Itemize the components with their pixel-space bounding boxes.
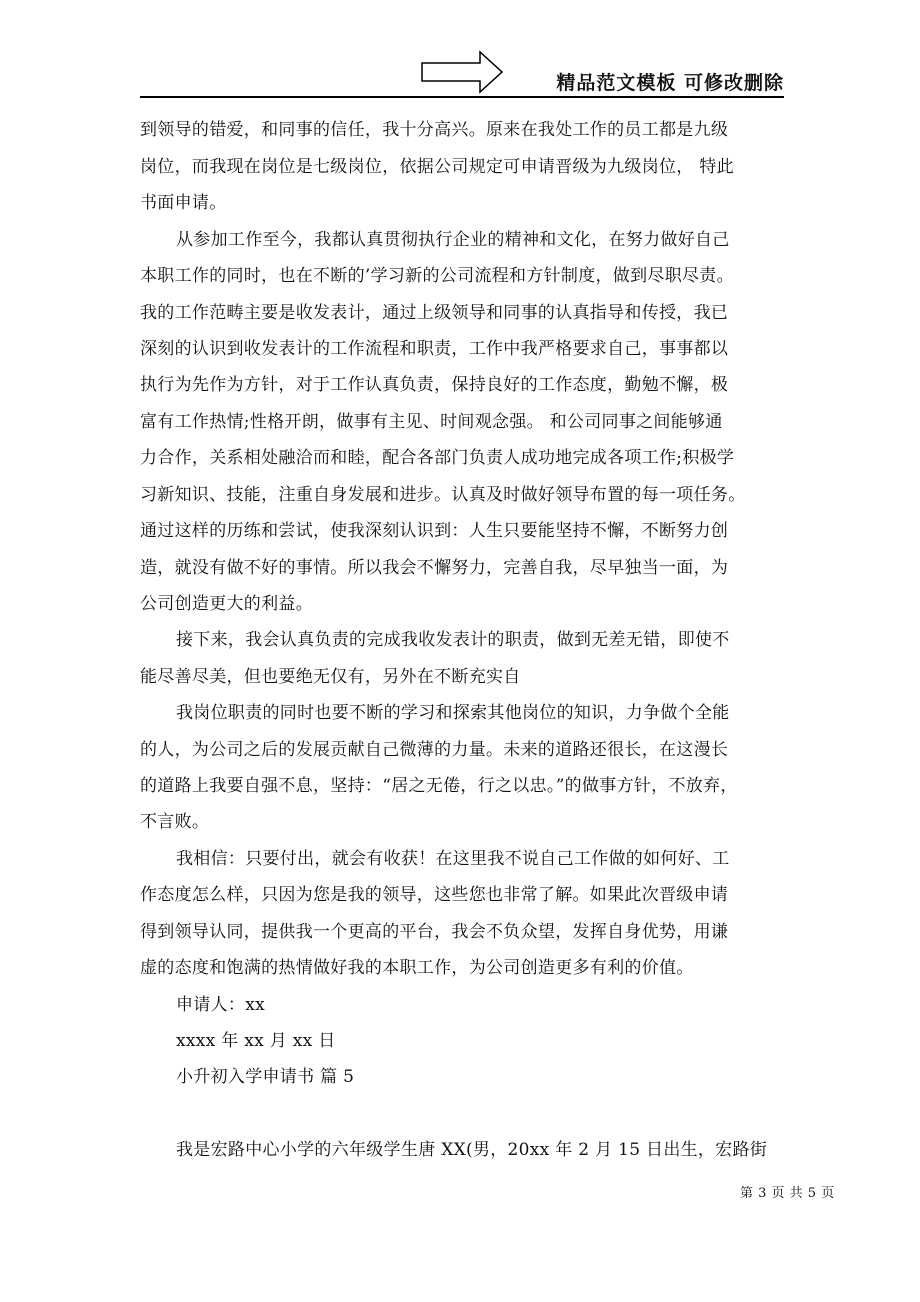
body-line: 公司创造更大的利益。 [140,594,313,614]
body-line: 我是宏路中心小学的六年级学生唐 XX(男，20xx 年 2 月 15 日出生，宏路街 [176,1140,768,1160]
body-line: 岗位，而我现在岗位是七级岗位，依据公司规定可申请晋级为九级岗位， 特此 [140,157,734,177]
body-line: 从参加工作至今，我都认真贯彻执行企业的精神和文化，在努力做好自己 [176,230,730,250]
arrow-right-icon [420,50,504,94]
body-line: 得到领导认同，提供我一个更高的平台，我会不负众望，发挥自身优势，用谦 [140,922,729,942]
body-line: 到领导的错爱，和同事的信任，我十分高兴。原来在我处工作的员工都是九级 [140,120,729,140]
body-line: 能尽善尽美，但也要绝无仅有，另外在不断充实自 [140,667,521,687]
body-line: 作态度怎么样，只因为您是我的领导，这些您也非常了解。如果此次晋级申请 [140,885,729,905]
body-line: 书面申请。 [140,193,227,213]
body-line: 的人，为公司之后的发展贡献自己微薄的力量。未来的道路还很长，在这漫长 [140,740,729,760]
body-line: 富有工作热情;性格开朗，做事有主见、时间观念强。 和公司同事之间能够通 [140,412,723,432]
body-line: 接下来，我会认真负责的完成我收发表计的职责，做到无差无错，即使不 [176,630,730,650]
page-header [140,50,784,98]
body-line: 我相信：只要付出，就会有收获！在这里我不说自己工作做的如何好、工 [176,849,730,869]
section-heading: 小升初入学申请书 篇 5 [176,1067,355,1087]
page-number: 第 3 页 共 5 页 [740,1186,835,1201]
body-line: 不言败。 [140,812,210,832]
body-line: 我岗位职责的同时也要不断的学习和探索其他岗位的知识，力争做个全能 [176,703,730,723]
date-line: xxxx 年 xx 月 xx 日 [176,1031,336,1051]
body-line: 本职工作的同时，也在不断的’学习新的公司流程和方针制度，做到尽职尽责。 [140,266,734,286]
body-line: 虚的态度和饱满的热情做好我的本职工作，为公司创造更多有利的价值。 [140,958,694,978]
applicant-line: 申请人：xx [176,995,265,1015]
body-line: 的道路上我要自强不息，坚持：“居之无倦，行之以忠。”的做事方针，不放弃， [140,776,738,796]
body-line: 执行为先作为方针，对于工作认真负责，保持良好的工作态度，勤勉不懈，极 [140,375,729,395]
header-title: 精品范文模板 可修改删除 [556,72,784,94]
body-line: 我的工作范畴主要是收发表计，通过上级领导和同事的认真指导和传授，我已 [140,303,729,323]
body-line: 力合作，关系相处融洽而和睦，配合各部门负责人成功地完成各项工作;积极学 [140,448,735,468]
body-line: 习新知识、技能，注重自身发展和进步。认真及时做好领导布置的每一项任务。 [140,485,746,505]
body-line: 造，就没有做不好的事情。所以我会不懈努力，完善自我，尽早独当一面，为 [140,558,729,578]
body-line: 深刻的认识到收发表计的工作流程和职责，工作中我严格要求自己，事事都以 [140,339,729,359]
body-line: 通过这样的历练和尝试，使我深刻认识到：人生只要能坚持不懈，不断努力创 [140,521,729,541]
header-divider [140,96,784,98]
